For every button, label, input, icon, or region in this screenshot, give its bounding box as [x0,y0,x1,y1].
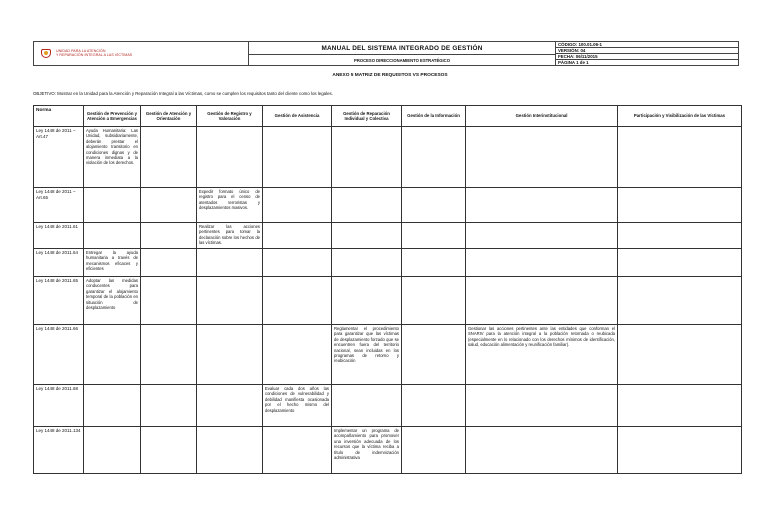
column-header: Norma [34,106,84,127]
process-subtitle: PROCESO DIRECCIONAMIENTO ESTRATÉGICO [354,57,450,63]
table-cell [332,223,402,249]
table-cell [141,325,197,385]
norma-cell: Ley 1448 de 2011 – Art.47 [34,127,84,188]
table-cell [466,385,618,427]
table-cell [466,277,618,325]
table-cell [618,427,742,474]
document-date: FECHA: 06/11/2015 [556,54,738,60]
table-cell [84,325,141,385]
column-header: Gestión Interinstitucional [466,106,618,127]
document-code: CÓDIGO: 100.01.06-1 [556,42,738,48]
table-cell [466,249,618,277]
table-cell [402,127,466,188]
norma-cell: Ley 1448 de 2011.66 [34,325,84,385]
table-cell [618,325,742,385]
table-cell [263,249,332,277]
column-header: Gestión de Asistencia [263,106,332,127]
column-header: Participación y Visibilización de las Víctimas [618,106,742,127]
column-header: Gestión de Atención y Orientación [141,106,197,127]
table-cell [618,127,742,188]
table-cell [197,127,263,188]
table-row [34,127,742,188]
table-row [34,249,742,277]
table-cell [466,223,618,249]
table-cell [84,223,141,249]
logo-line: Y REPARACIÓN INTEGRAL A LAS VÍCTIMAS [56,52,133,57]
table-cell: Realizar las acciones pertinentes para tomar la declaración sobre los hechos de las víctimas. [197,223,263,249]
table-cell [141,427,197,474]
table-cell [402,427,466,474]
annex-title: ANEXO 5 MATRIZ DE REQUISITOS VS PROCESOS [332,73,448,78]
table-row [34,223,742,249]
table-cell: Entregar la ayuda humanitaria a través de mecanismos eficaces y eficientes [84,249,141,277]
norma-cell: Ley 1448 de 2011 – Art.65 [34,188,84,223]
table-cell [84,385,141,427]
table-cell [141,127,197,188]
table-cell [466,188,618,223]
table-cell: Gestionar las acciones pertinentes ante las entidades que conforman el SNARIV para la atención integral a la población retornada o reubicada (especialmente en lo relacionado con los derechos mínimos de identificación, salud, educación alimentación y reunificación familiar). [466,325,618,385]
table-cell [332,127,402,188]
header-title-block [249,42,556,65]
table-cell [466,427,618,474]
entity-logo [56,50,132,58]
table-cell [197,325,263,385]
table-cell [197,277,263,325]
table-cell [141,277,197,325]
table-cell [618,223,742,249]
column-header: Gestión de la Información [402,106,466,127]
table-cell [141,223,197,249]
page-number: PÁGINA 1 de 1 [558,60,589,65]
table-cell [466,127,618,188]
table-cell [84,427,141,474]
table-cell [141,188,197,223]
table-cell: Expedir formato único de registro para el censo de atentados terroristas y desplazamientos masivos. [197,188,263,223]
table-cell [332,385,402,427]
table-cell: Reglamentar el procedimiento para garantizar que las víctimas de desplazamiento forzado que se encuentren fuera del territorio nacional, sean incluidas en los programas de retorno y reubicación [332,325,402,385]
document-header [33,41,739,66]
norma-cell: Ley 1448 de 2011.68 [34,385,84,427]
table-row [34,385,742,427]
logo-line: UNIDAD PARA LA ATENCIÓN [56,48,106,53]
table-cell [402,325,466,385]
table-cell [263,188,332,223]
table-cell [141,385,197,427]
table-cell [84,188,141,223]
table-row [34,188,742,223]
table-cell [197,427,263,474]
table-cell [618,249,742,277]
document-version: VERSIÓN: 04 [556,48,738,54]
table-cell [618,188,742,223]
table-cell [402,385,466,427]
table-cell [197,385,263,427]
norma-cell: Ley 1448 de 2011.64 [34,249,84,277]
norma-cell: Ley 1448 de 2011.61 [34,223,84,249]
column-header: Gestión de Reparación Individual y Colectiva [332,106,402,127]
table-cell [197,249,263,277]
table-row [34,325,742,385]
table-cell: Ayuda Humanitaria: Las Unidad, subsidiariamente, deberán prestar el alojamiento transitorio en condiciones dignas y de manera inmediata a la violación de los derechos. [84,127,141,188]
table-cell [332,277,402,325]
table-cell [263,325,332,385]
coat-of-arms-icon [40,48,52,60]
table-row [34,277,742,325]
norma-cell: Ley 1448 de 2011.134 [34,427,84,474]
manual-title: MANUAL DEL SISTEMA INTEGRADO DE GESTIÓN [249,42,555,55]
table-cell [402,188,466,223]
document-control-block [556,42,738,65]
column-header: Gestión de Prevención y Atención a Emergencias [84,106,141,127]
table-cell [263,127,332,188]
table-cell: Adoptar las medidas conducentes para garantizar el alojamiento temporal de la población en situación de desplazamiento [84,277,141,325]
table-cell: Evaluar cada dos años las condiciones de vulnerabilidad y debilidad manifiesta ocasionada por el hecho mismo del desplazamiento [263,385,332,427]
table-cell [618,277,742,325]
table-cell [332,188,402,223]
requirements-matrix [33,105,742,474]
table-cell [402,249,466,277]
table-cell: Implementar un programa de acompañamiento para promover una inversión adecuada de los recursos que la víctima reciba a título de indemnización administrativa [332,427,402,474]
table-cell [263,277,332,325]
table-header-row [34,106,742,127]
logo-area [34,42,249,65]
objective-text: OBJETIVO: Mostrar en la Unidad para la Atención y Reparación Integral a las Víctimas, como se cumplen los requisitos tanto del cliente como los legales. [33,91,333,96]
table-cell [263,223,332,249]
table-cell [402,277,466,325]
table-cell [402,223,466,249]
table-cell [141,249,197,277]
column-header: Gestión de Registro y Valoración [197,106,263,127]
table-cell [618,385,742,427]
norma-cell: Ley 1448 de 2011.65 [34,277,84,325]
table-cell [332,249,402,277]
table-row [34,427,742,474]
table-cell [263,427,332,474]
